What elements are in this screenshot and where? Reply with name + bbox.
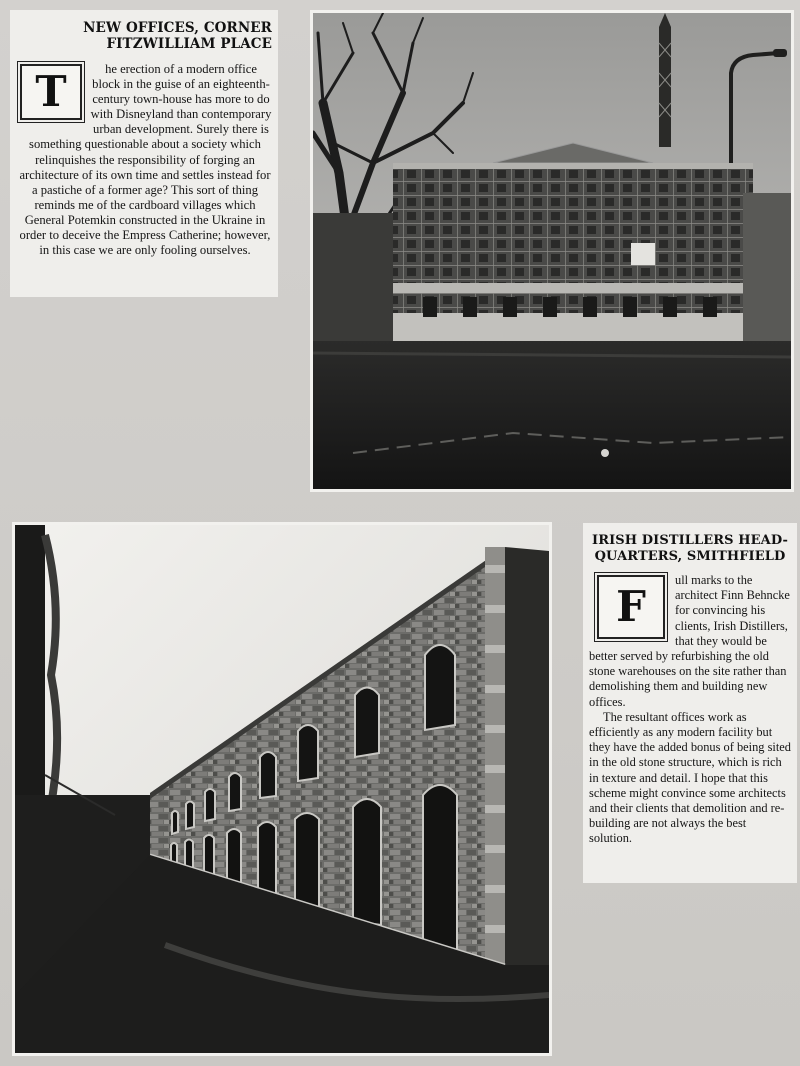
- photo-irish-distillers-warehouse: [12, 522, 552, 1056]
- article-fitzwilliam: [10, 10, 278, 297]
- drop-cap: F: [597, 575, 665, 639]
- article-irish-distillers: [583, 523, 797, 883]
- photo-fitzwilliam-office-construction: [310, 10, 794, 492]
- article-headline: [18, 20, 272, 52]
- headline-line-2: QUARTERS, SMITHFIELD: [594, 549, 786, 564]
- article-paragraph-1: ull marks to the architect Finn Behncke for convincing his clients, Irish Distillers, that they would be better served by refurbishing the old stone warehouses on the site rather than demolishing them and building new offices.: [589, 573, 790, 709]
- headline-line-1: NEW OFFICES, CORNER: [83, 20, 272, 36]
- article-body: [589, 573, 791, 847]
- article-headline: [589, 533, 791, 565]
- article-paragraph: he erection of a modern office block in the guise of an eighteenth-century town-house has more to do with Disneyland than contemporary urban development. Surely there is something questionable about a society which relinquishes the responsibility of forging an architecture of its own time and settles instead for a pastiche of a former age? This sort of thing reminds me of the cardboard villages which General Potemkin constructed in the Ukraine in order to deceive the Empress Catherine; however, in this case we are only fooling ourselves.: [19, 62, 272, 258]
- headline-line-1: IRISH DISTILLERS HEAD-: [592, 533, 788, 548]
- article-body: [18, 62, 272, 258]
- drop-cap: T: [20, 64, 82, 120]
- article-paragraph-2: The resultant offices work as efficiently as any modern facility but they have the added bonus of being sited in the old stone structure, which is rich in texture and detail. I hope that this scheme might convince some architects and their clients that demolition and re-building are not always the best solution.: [589, 709, 791, 846]
- headline-line-2: FITZWILLIAM PLACE: [106, 36, 272, 52]
